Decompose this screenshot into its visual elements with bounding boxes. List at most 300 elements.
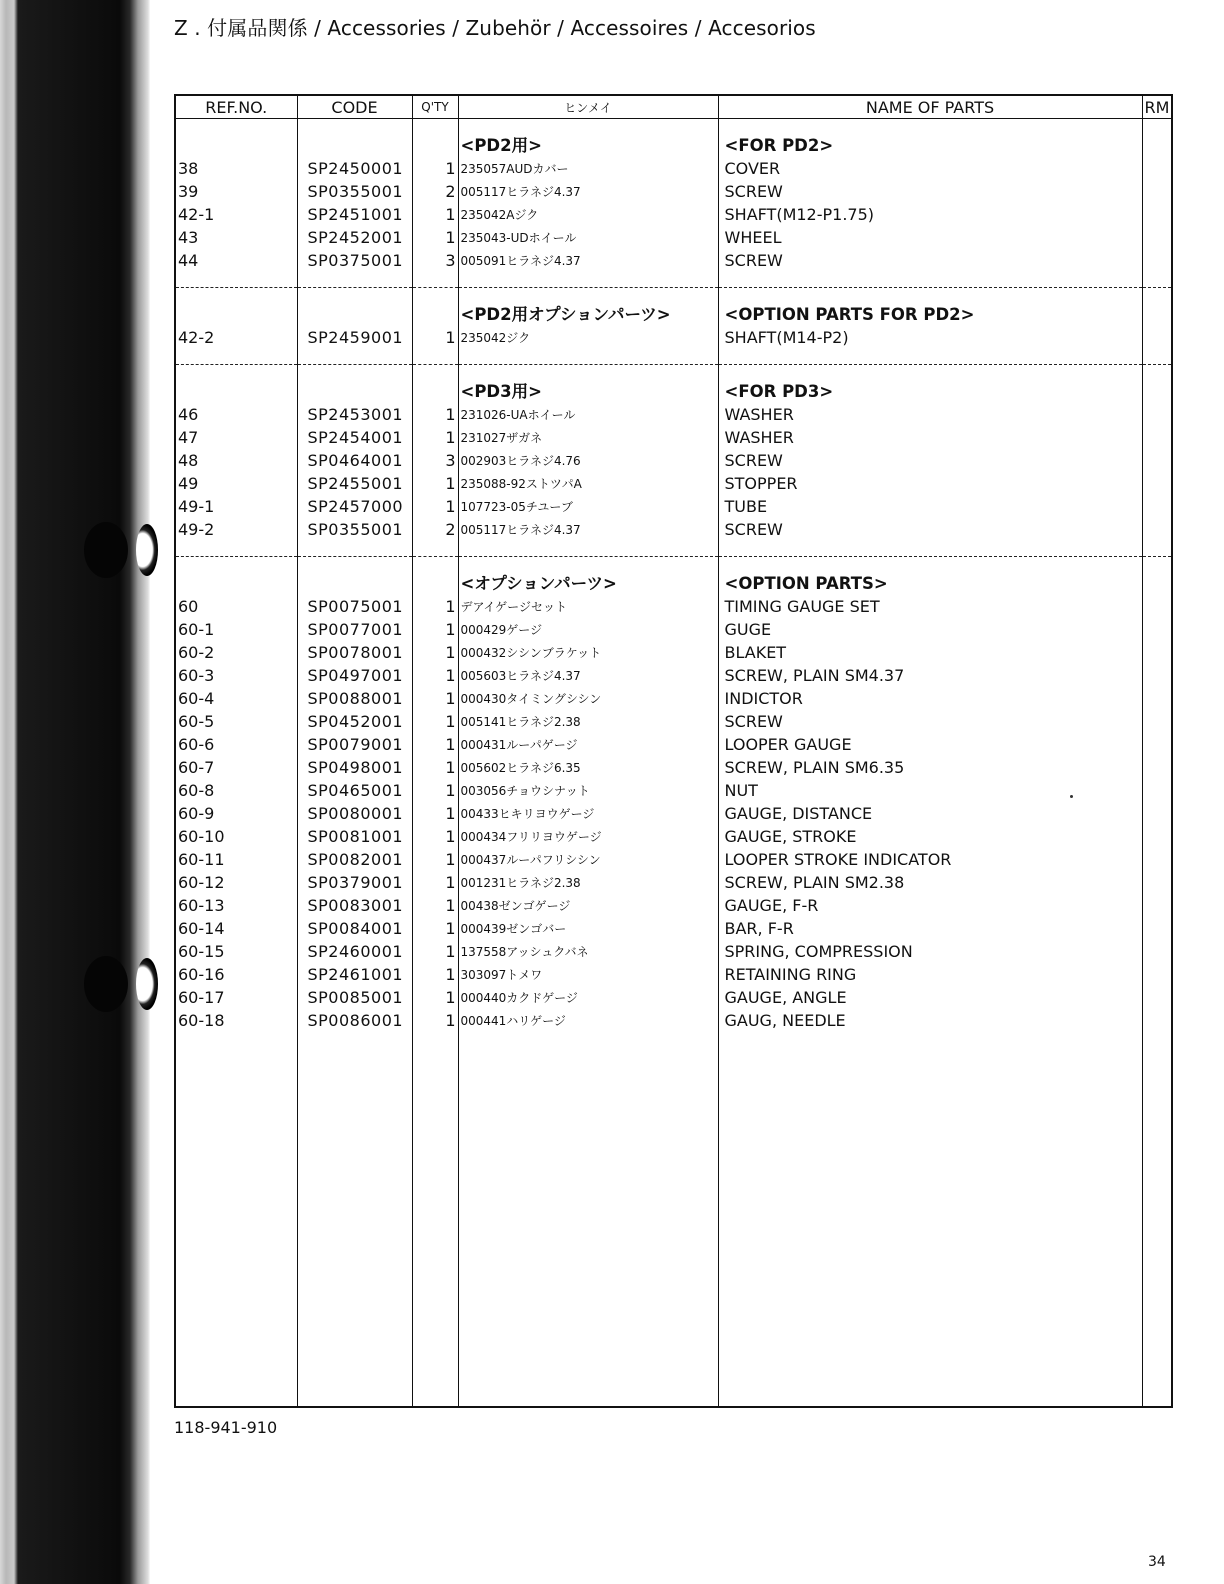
remarks-cell: [1142, 985, 1171, 1008]
ref-no-cell: 60-10: [176, 824, 297, 847]
ref-no-cell: 38: [176, 156, 297, 179]
ref-no-cell: 46: [176, 402, 297, 425]
empty-cell: [412, 1031, 458, 1406]
part-name-cell: WASHER: [718, 425, 1142, 448]
remarks-cell: [1142, 916, 1171, 939]
part-code-cell: SP0083001: [297, 893, 412, 916]
section-spacer: [176, 119, 1171, 134]
quantity-cell: 1: [412, 686, 458, 709]
parts-table-body: [176, 119, 1171, 1407]
part-name-jp-cell: 000434フリリヨウゲージ: [458, 824, 718, 847]
remarks-cell: [1142, 640, 1171, 663]
part-name-cell: SCREW: [718, 709, 1142, 732]
binding-margin-shadow: [0, 0, 150, 1584]
quantity-cell: 1: [412, 594, 458, 617]
ref-no-cell: 60-12: [176, 870, 297, 893]
part-name-cell: SCREW, PLAIN SM2.38: [718, 870, 1142, 893]
part-code-cell: SP0355001: [297, 517, 412, 540]
section-heading-en: <FOR PD3>: [718, 379, 1142, 402]
part-name-cell: GAUGE, STROKE: [718, 824, 1142, 847]
ref-no-cell: 60-3: [176, 663, 297, 686]
table-filler-row: [176, 1031, 1171, 1406]
quantity-cell: 1: [412, 225, 458, 248]
empty-cell: [1142, 571, 1171, 594]
part-code-cell: SP0088001: [297, 686, 412, 709]
ref-no-cell: 60-1: [176, 617, 297, 640]
empty-cell: [458, 288, 718, 303]
empty-cell: [176, 302, 297, 325]
quantity-cell: 1: [412, 325, 458, 348]
table-row: [176, 448, 1171, 471]
empty-cell: [718, 557, 1142, 572]
remarks-cell: [1142, 471, 1171, 494]
part-code-cell: SP2451001: [297, 202, 412, 225]
empty-cell: [176, 348, 297, 365]
ref-no-cell: 60-8: [176, 778, 297, 801]
part-name-cell: STOPPER: [718, 471, 1142, 494]
part-name-cell: LOOPER STROKE INDICATOR: [718, 847, 1142, 870]
quantity-cell: 1: [412, 402, 458, 425]
part-code-cell: SP2461001: [297, 962, 412, 985]
empty-cell: [412, 119, 458, 134]
table-row: [176, 962, 1171, 985]
ref-no-cell: 42-2: [176, 325, 297, 348]
empty-cell: [412, 571, 458, 594]
remarks-cell: [1142, 494, 1171, 517]
table-row: [176, 686, 1171, 709]
part-name-jp-cell: 002903ヒラネジ4.76: [458, 448, 718, 471]
table-row: [176, 732, 1171, 755]
quantity-cell: 1: [412, 939, 458, 962]
part-name-cell: GUGE: [718, 617, 1142, 640]
quantity-cell: 1: [412, 202, 458, 225]
part-name-jp-cell: 005117ヒラネジ4.37: [458, 179, 718, 202]
table-row: [176, 494, 1171, 517]
section-heading-en: <OPTION PARTS FOR PD2>: [718, 302, 1142, 325]
section-heading-jp: <オプションパーツ>: [458, 571, 718, 594]
part-code-cell: SP2457000: [297, 494, 412, 517]
part-name-jp-cell: 000441ハリゲージ: [458, 1008, 718, 1031]
punch-hole-upper-edge: [136, 524, 158, 576]
remarks-cell: [1142, 248, 1171, 271]
quantity-cell: 2: [412, 179, 458, 202]
section-spacer: [176, 288, 1171, 303]
table-row: [176, 248, 1171, 271]
part-code-cell: SP2454001: [297, 425, 412, 448]
part-name-jp-cell: 303097トメワ: [458, 962, 718, 985]
part-code-cell: SP0084001: [297, 916, 412, 939]
remarks-cell: [1142, 893, 1171, 916]
remarks-cell: [1142, 617, 1171, 640]
quantity-cell: 1: [412, 471, 458, 494]
part-code-cell: SP0085001: [297, 985, 412, 1008]
ref-no-cell: 60-11: [176, 847, 297, 870]
remarks-cell: [1142, 962, 1171, 985]
table-row: [176, 893, 1171, 916]
quantity-cell: 1: [412, 425, 458, 448]
section-heading-en: <OPTION PARTS>: [718, 571, 1142, 594]
empty-cell: [176, 119, 297, 134]
part-name-jp-cell: 107723-05チユーブ: [458, 494, 718, 517]
part-name-jp-cell: 005603ヒラネジ4.37: [458, 663, 718, 686]
table-row: [176, 778, 1171, 801]
part-name-cell: SCREW: [718, 517, 1142, 540]
quantity-cell: 1: [412, 870, 458, 893]
empty-cell: [412, 288, 458, 303]
section-spacer: [176, 365, 1171, 380]
empty-cell: [458, 271, 718, 288]
punch-hole-lower: [84, 956, 128, 1012]
part-code-cell: SP2450001: [297, 156, 412, 179]
table-row: [176, 471, 1171, 494]
remarks-cell: [1142, 448, 1171, 471]
remarks-cell: [1142, 156, 1171, 179]
section-heading-en: <FOR PD2>: [718, 133, 1142, 156]
col-header-ref: REF.NO.: [176, 96, 297, 119]
part-name-jp-cell: 235042ジク: [458, 325, 718, 348]
punch-hole-upper: [84, 522, 128, 578]
quantity-cell: 1: [412, 847, 458, 870]
table-row: [176, 425, 1171, 448]
part-name-cell: RETAINING RING: [718, 962, 1142, 985]
part-name-jp-cell: 231027ザガネ: [458, 425, 718, 448]
col-header-name: NAME OF PARTS: [718, 96, 1142, 119]
parts-table: [176, 96, 1171, 1406]
table-row: [176, 617, 1171, 640]
ref-no-cell: 60-18: [176, 1008, 297, 1031]
empty-cell: [718, 288, 1142, 303]
table-row: [176, 985, 1171, 1008]
empty-cell: [718, 119, 1142, 134]
part-name-jp-cell: 003056チョウシナット: [458, 778, 718, 801]
table-row: [176, 824, 1171, 847]
part-name-cell: INDICTOR: [718, 686, 1142, 709]
table-row: [176, 179, 1171, 202]
table-row: [176, 325, 1171, 348]
part-code-cell: SP2452001: [297, 225, 412, 248]
remarks-cell: [1142, 709, 1171, 732]
part-name-jp-cell: 231026-UAホイール: [458, 402, 718, 425]
part-name-jp-cell: 000437ルーパフリシシン: [458, 847, 718, 870]
empty-cell: [176, 271, 297, 288]
section-spacer: [176, 557, 1171, 572]
table-row: [176, 225, 1171, 248]
part-name-jp-cell: 137558アッシュクバネ: [458, 939, 718, 962]
part-name-cell: TIMING GAUGE SET: [718, 594, 1142, 617]
part-code-cell: SP0379001: [297, 870, 412, 893]
empty-cell: [412, 348, 458, 365]
ref-no-cell: 60-2: [176, 640, 297, 663]
empty-cell: [176, 557, 297, 572]
part-name-cell: BAR, F-R: [718, 916, 1142, 939]
col-header-rm: RM: [1142, 96, 1171, 119]
part-name-cell: SCREW: [718, 448, 1142, 471]
part-code-cell: SP0078001: [297, 640, 412, 663]
part-name-cell: SHAFT(M14-P2): [718, 325, 1142, 348]
empty-cell: [1142, 379, 1171, 402]
table-row: [176, 640, 1171, 663]
empty-cell: [176, 379, 297, 402]
page-number: 34: [1148, 1554, 1166, 1566]
remarks-cell: [1142, 778, 1171, 801]
part-name-jp-cell: 000439ゼンゴバー: [458, 916, 718, 939]
table-row: [176, 594, 1171, 617]
ref-no-cell: 42-1: [176, 202, 297, 225]
part-name-jp-cell: 000429ゲージ: [458, 617, 718, 640]
empty-cell: [297, 119, 412, 134]
section-heading-row: [176, 571, 1171, 594]
empty-cell: [412, 365, 458, 380]
table-row: [176, 755, 1171, 778]
remarks-cell: [1142, 1008, 1171, 1031]
remarks-cell: [1142, 847, 1171, 870]
quantity-cell: 1: [412, 156, 458, 179]
part-name-cell: NUT: [718, 778, 1142, 801]
part-code-cell: SP2453001: [297, 402, 412, 425]
quantity-cell: 1: [412, 801, 458, 824]
empty-cell: [1142, 348, 1171, 365]
remarks-cell: [1142, 870, 1171, 893]
part-name-jp-cell: 000431ルーパゲージ: [458, 732, 718, 755]
empty-cell: [1142, 271, 1171, 288]
remarks-cell: [1142, 663, 1171, 686]
section-heading-row: [176, 133, 1171, 156]
empty-cell: [1142, 1031, 1171, 1406]
empty-cell: [458, 540, 718, 557]
empty-cell: [458, 1031, 718, 1406]
ref-no-cell: 60-17: [176, 985, 297, 1008]
empty-cell: [297, 302, 412, 325]
ref-no-cell: 60-7: [176, 755, 297, 778]
empty-cell: [718, 1031, 1142, 1406]
part-name-jp-cell: 005141ヒラネジ2.38: [458, 709, 718, 732]
part-code-cell: SP0086001: [297, 1008, 412, 1031]
ref-no-cell: 49-2: [176, 517, 297, 540]
table-header-row: [176, 96, 1171, 119]
table-row: [176, 870, 1171, 893]
remarks-cell: [1142, 755, 1171, 778]
table-row: [176, 202, 1171, 225]
quantity-cell: 1: [412, 985, 458, 1008]
remarks-cell: [1142, 179, 1171, 202]
remarks-cell: [1142, 594, 1171, 617]
col-header-code: CODE: [297, 96, 412, 119]
ref-no-cell: 39: [176, 179, 297, 202]
remarks-cell: [1142, 732, 1171, 755]
empty-cell: [1142, 119, 1171, 134]
part-name-cell: LOOPER GAUGE: [718, 732, 1142, 755]
ref-no-cell: 60-13: [176, 893, 297, 916]
quantity-cell: 1: [412, 1008, 458, 1031]
part-name-cell: WASHER: [718, 402, 1142, 425]
part-name-cell: SCREW: [718, 179, 1142, 202]
remarks-cell: [1142, 325, 1171, 348]
empty-cell: [176, 571, 297, 594]
ref-no-cell: 60-9: [176, 801, 297, 824]
part-name-jp-cell: 001231ヒラネジ2.38: [458, 870, 718, 893]
part-name-jp-cell: 005091ヒラネジ4.37: [458, 248, 718, 271]
section-divider: [176, 348, 1171, 365]
empty-cell: [297, 288, 412, 303]
quantity-cell: 1: [412, 709, 458, 732]
quantity-cell: 3: [412, 248, 458, 271]
empty-cell: [297, 348, 412, 365]
part-name-jp-cell: デアイゲージセット: [458, 594, 718, 617]
part-name-jp-cell: 005602ヒラネジ6.35: [458, 755, 718, 778]
section-heading-row: [176, 302, 1171, 325]
part-name-cell: SHAFT(M12-P1.75): [718, 202, 1142, 225]
quantity-cell: 1: [412, 962, 458, 985]
ref-no-cell: 47: [176, 425, 297, 448]
ref-no-cell: 60-16: [176, 962, 297, 985]
part-name-cell: WHEEL: [718, 225, 1142, 248]
part-name-cell: SPRING, COMPRESSION: [718, 939, 1142, 962]
part-name-jp-cell: 235042Aジク: [458, 202, 718, 225]
part-code-cell: SP2459001: [297, 325, 412, 348]
empty-cell: [718, 271, 1142, 288]
part-name-cell: COVER: [718, 156, 1142, 179]
table-row: [176, 1008, 1171, 1031]
empty-cell: [412, 133, 458, 156]
empty-cell: [718, 348, 1142, 365]
section-divider: [176, 540, 1171, 557]
quantity-cell: 1: [412, 732, 458, 755]
empty-cell: [412, 271, 458, 288]
empty-cell: [458, 348, 718, 365]
part-name-jp-cell: 235043-UDホイール: [458, 225, 718, 248]
empty-cell: [297, 365, 412, 380]
ref-no-cell: 49: [176, 471, 297, 494]
empty-cell: [1142, 133, 1171, 156]
part-code-cell: SP0082001: [297, 847, 412, 870]
section-heading-row: [176, 379, 1171, 402]
part-name-jp-cell: 00438ゼンゴゲージ: [458, 893, 718, 916]
part-code-cell: SP0497001: [297, 663, 412, 686]
section-title: Z . 付属品関係 / Accessories / Zubehör / Accessoires / Accesorios: [174, 16, 816, 40]
section-heading-jp: <PD3用>: [458, 379, 718, 402]
empty-cell: [412, 540, 458, 557]
table-row: [176, 801, 1171, 824]
ref-no-cell: 60-6: [176, 732, 297, 755]
empty-cell: [412, 302, 458, 325]
empty-cell: [412, 557, 458, 572]
quantity-cell: 1: [412, 663, 458, 686]
part-name-jp-cell: 000440カクドゲージ: [458, 985, 718, 1008]
empty-cell: [412, 379, 458, 402]
empty-cell: [297, 1031, 412, 1406]
table-row: [176, 847, 1171, 870]
empty-cell: [458, 119, 718, 134]
section-divider: [176, 271, 1171, 288]
remarks-cell: [1142, 939, 1171, 962]
empty-cell: [1142, 557, 1171, 572]
part-code-cell: SP0080001: [297, 801, 412, 824]
punch-hole-lower-edge: [136, 958, 158, 1010]
col-header-qty: Q'TY: [412, 96, 458, 119]
quantity-cell: 1: [412, 755, 458, 778]
col-header-kana: ヒンメイ: [458, 96, 718, 119]
part-name-cell: GAUG, NEEDLE: [718, 1008, 1142, 1031]
empty-cell: [176, 288, 297, 303]
part-code-cell: SP2455001: [297, 471, 412, 494]
remarks-cell: [1142, 402, 1171, 425]
remarks-cell: [1142, 517, 1171, 540]
part-code-cell: SP0079001: [297, 732, 412, 755]
empty-cell: [297, 133, 412, 156]
empty-cell: [1142, 365, 1171, 380]
remarks-cell: [1142, 225, 1171, 248]
section-heading-jp: <PD2用オプションパーツ>: [458, 302, 718, 325]
empty-cell: [297, 271, 412, 288]
part-code-cell: SP0498001: [297, 755, 412, 778]
ref-no-cell: 43: [176, 225, 297, 248]
empty-cell: [176, 540, 297, 557]
part-name-jp-cell: 235057AUDカバー: [458, 156, 718, 179]
part-name-jp-cell: 000432シシンブラケット: [458, 640, 718, 663]
part-name-cell: GAUGE, ANGLE: [718, 985, 1142, 1008]
empty-cell: [458, 365, 718, 380]
quantity-cell: 2: [412, 517, 458, 540]
part-code-cell: SP0075001: [297, 594, 412, 617]
empty-cell: [297, 557, 412, 572]
remarks-cell: [1142, 686, 1171, 709]
ref-no-cell: 60-5: [176, 709, 297, 732]
quantity-cell: 1: [412, 640, 458, 663]
part-name-cell: TUBE: [718, 494, 1142, 517]
empty-cell: [1142, 302, 1171, 325]
empty-cell: [297, 571, 412, 594]
section-heading-jp: <PD2用>: [458, 133, 718, 156]
parts-table-frame: [174, 94, 1173, 1408]
part-code-cell: SP0465001: [297, 778, 412, 801]
quantity-cell: 1: [412, 824, 458, 847]
empty-cell: [1142, 540, 1171, 557]
empty-cell: [297, 379, 412, 402]
part-code-cell: SP0081001: [297, 824, 412, 847]
ref-no-cell: 60-15: [176, 939, 297, 962]
table-row: [176, 916, 1171, 939]
empty-cell: [176, 133, 297, 156]
part-name-jp-cell: 005117ヒラネジ4.37: [458, 517, 718, 540]
empty-cell: [718, 365, 1142, 380]
part-name-cell: GAUGE, F-R: [718, 893, 1142, 916]
scan-speck: [1070, 795, 1073, 798]
ref-no-cell: 49-1: [176, 494, 297, 517]
table-row: [176, 402, 1171, 425]
empty-cell: [176, 1031, 297, 1406]
ref-no-cell: 60-4: [176, 686, 297, 709]
part-name-cell: GAUGE, DISTANCE: [718, 801, 1142, 824]
part-name-cell: SCREW, PLAIN SM6.35: [718, 755, 1142, 778]
part-code-cell: SP0355001: [297, 179, 412, 202]
ref-no-cell: 60-14: [176, 916, 297, 939]
ref-no-cell: 44: [176, 248, 297, 271]
part-name-jp-cell: 00433ヒキリヨウゲージ: [458, 801, 718, 824]
part-name-jp-cell: 000430タイミングシシン: [458, 686, 718, 709]
table-row: [176, 939, 1171, 962]
empty-cell: [176, 365, 297, 380]
table-row: [176, 517, 1171, 540]
ref-no-cell: 48: [176, 448, 297, 471]
part-code-cell: SP2460001: [297, 939, 412, 962]
part-code-cell: SP0452001: [297, 709, 412, 732]
table-row: [176, 156, 1171, 179]
part-name-jp-cell: 235088-92ストツパA: [458, 471, 718, 494]
remarks-cell: [1142, 425, 1171, 448]
part-name-cell: BLAKET: [718, 640, 1142, 663]
table-row: [176, 663, 1171, 686]
remarks-cell: [1142, 824, 1171, 847]
